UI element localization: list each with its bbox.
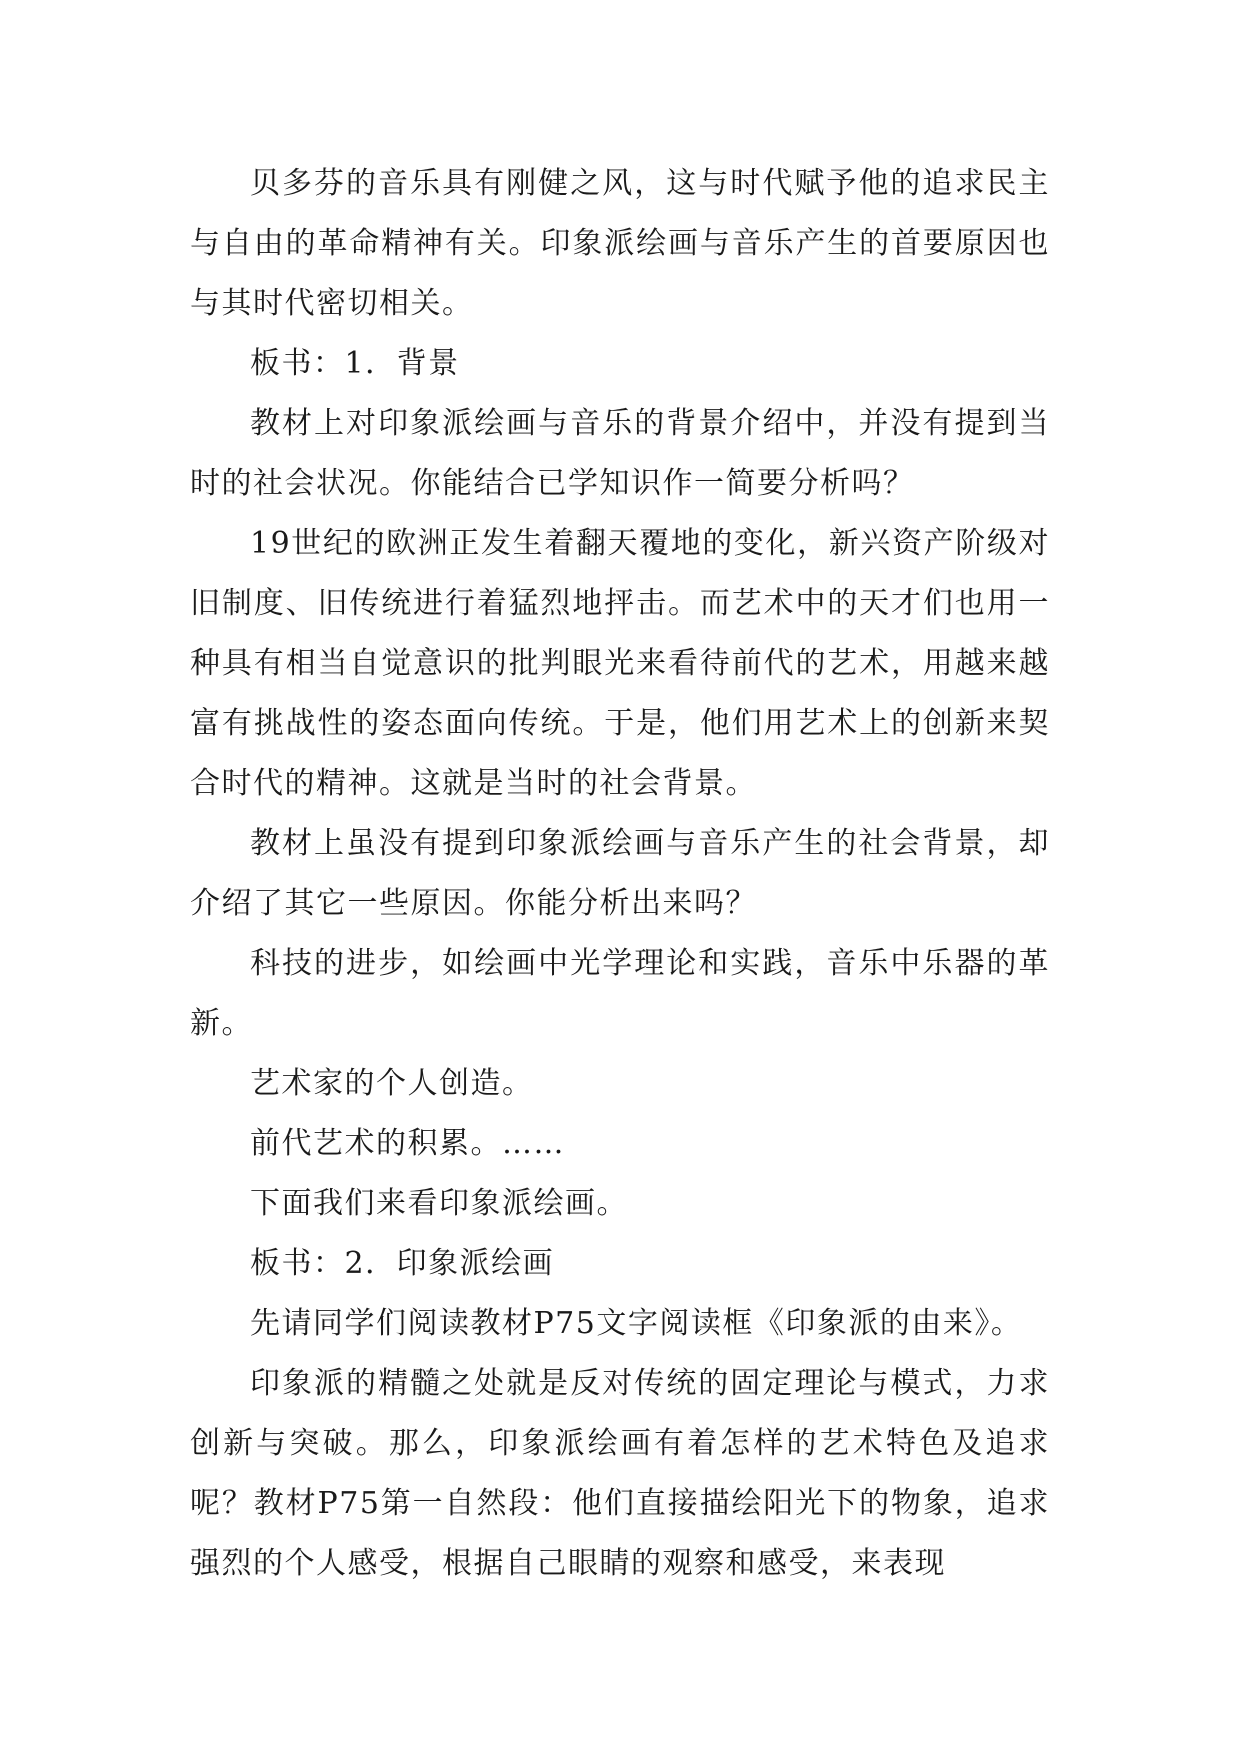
paragraph-reading-assignment: 先请同学们阅读教材P75文字阅读框《印象派的由来》。 [250,1306,1023,1341]
document-body [190,154,1050,1594]
paragraph-art-accumulation: 前代艺术的积累。…… [250,1126,565,1161]
board-note-background: 板书：1．背景 [250,346,460,381]
paragraph-19th-century: 19世纪的欧洲正发生着翻天覆地的变化，新兴资产阶级对旧制度、旧传统进行着猛烈地抨击。而艺术中的天才们也用一种具有相当自觉意识的批判眼光来看待前代的艺术，用越来越富有挑战性的姿态面向传统。于是，他们用艺术上的创新来契合时代的精神。这就是当时的社会背景。 [190,526,1050,801]
paragraph-beethoven: 贝多芬的音乐具有刚健之风，这与时代赋予他的追求民主与自由的革命精神有关。印象派绘画与音乐产生的首要原因也与其时代密切相关。 [190,166,1050,321]
paragraph-question-social: 教材上对印象派绘画与音乐的背景介绍中，并没有提到当时的社会状况。你能结合已学知识作一简要分析吗？ [190,406,1050,501]
paragraph-impressionism-essence: 印象派的精髓之处就是反对传统的固定理论与模式，力求创新与突破。那么，印象派绘画有着怎样的艺术特色及追求呢？教材P75第一自然段：他们直接描绘阳光下的物象，追求强烈的个人感受，根据自己眼睛的观察和感受，来表现 [190,1366,1050,1581]
paragraph-question-other-reasons: 教材上虽没有提到印象派绘画与音乐产生的社会背景，却介绍了其它一些原因。你能分析出来吗？ [190,826,1050,921]
board-note-impressionist-painting: 板书：2．印象派绘画 [250,1246,555,1281]
paragraph-tech-progress: 科技的进步，如绘画中光学理论和实践，音乐中乐器的革新。 [190,946,1050,1041]
paragraph-artist-creation: 艺术家的个人创造。 [250,1066,534,1101]
paragraph-transition: 下面我们来看印象派绘画。 [250,1186,628,1221]
